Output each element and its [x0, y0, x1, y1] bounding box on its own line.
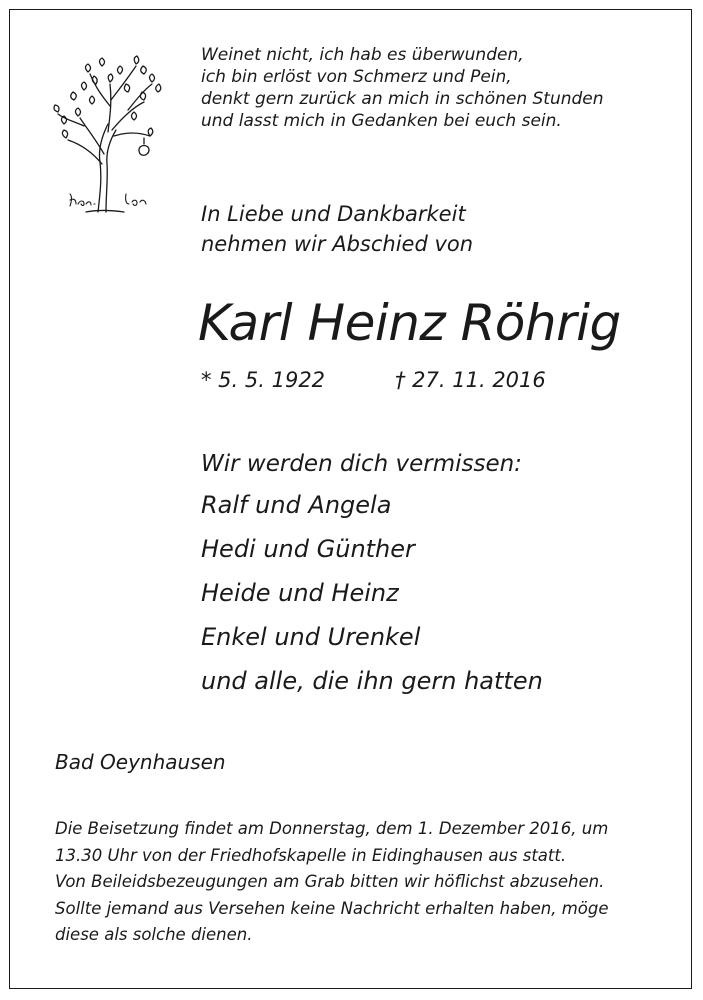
poem-line: ich bin erlöst von Schmerz und Pein,: [201, 67, 512, 87]
poem-line: denkt gern zurück an mich in schönen Stunden: [201, 89, 604, 109]
intro-text: [201, 199, 473, 259]
notice-line: diese als solche dienen.: [55, 925, 253, 944]
notice-line: Sollte jemand aus Versehen keine Nachricht erhalten haben, möge: [55, 898, 609, 918]
funeral-notice: [55, 818, 609, 951]
mourner-entry: Heide und Heinz: [201, 579, 399, 607]
poem-line: und lasst mich in Gedanken bei euch sein.: [201, 111, 562, 131]
notice-line: Von Beileidsbezeugungen am Grab bitten wir höflichst abzusehen.: [55, 872, 605, 891]
mourner-entry: Ralf und Angela: [201, 491, 392, 519]
poem: [201, 44, 604, 132]
deceased-name: Karl Heinz Röhrig: [198, 294, 621, 352]
birth-date: * 5. 5. 1922: [201, 368, 326, 392]
mourners-list: [201, 487, 543, 707]
mourners-heading: Wir werden dich vermissen:: [201, 451, 522, 477]
tree-sketch-icon: [40, 44, 170, 220]
notice-line: 13.30 Uhr von der Friedhofskapelle in Eidinghausen aus statt.: [55, 845, 567, 865]
intro-line: In Liebe und Dankbarkeit: [201, 202, 466, 226]
mourner-entry: Enkel und Urenkel: [201, 623, 421, 651]
mourner-entry: Hedi und Günther: [201, 535, 415, 563]
place-name: Bad Oeynhausen: [55, 750, 226, 774]
mourner-entry: und alle, die ihn gern hatten: [201, 667, 543, 695]
notice-line: Die Beisetzung findet am Donnerstag, dem 1. Dezember 2016, um: [55, 819, 609, 838]
intro-line: nehmen wir Abschied von: [201, 232, 474, 256]
poem-line: Weinet nicht, ich hab es überwunden,: [201, 45, 524, 65]
death-date: † 27. 11. 2016: [395, 368, 546, 392]
